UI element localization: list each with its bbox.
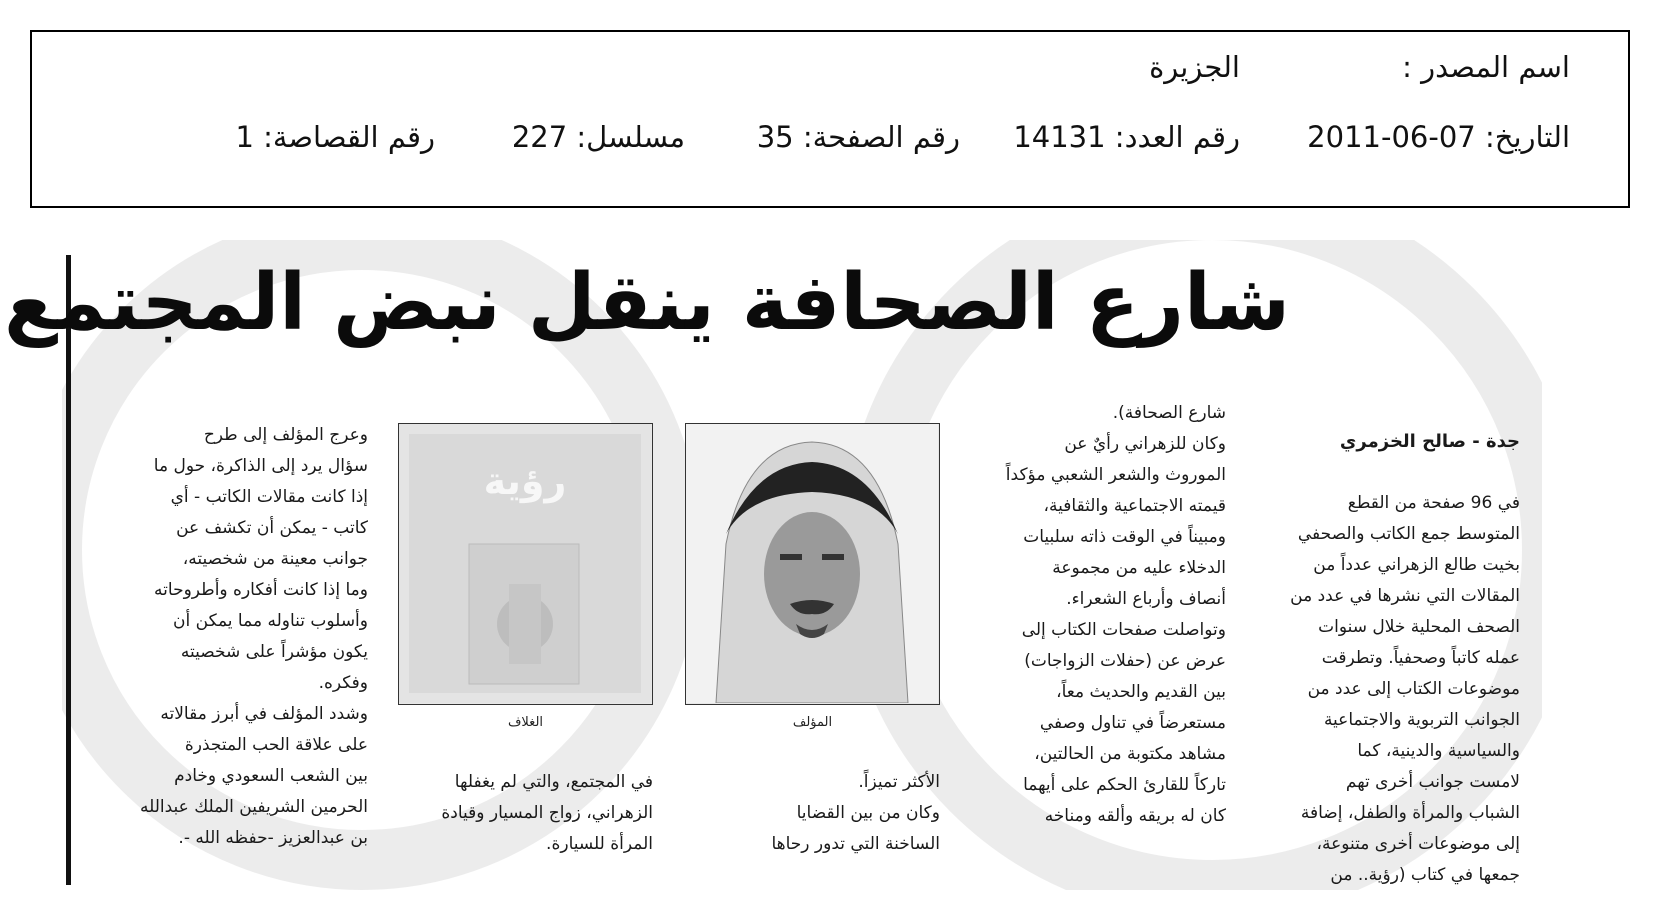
page-field: رقم الصفحة: 35: [756, 120, 960, 154]
author-photo-caption: المؤلف: [792, 715, 833, 730]
article-column-4: في المجتمع، والتي لم يغفلها الزهراني، زواج المسيار وقيادة المرأة للسيارة.: [441, 772, 653, 854]
date-field: التاريخ: 07-06-2011: [1307, 120, 1570, 154]
book-cover-image: [399, 424, 651, 703]
clip-number-field: رقم القصاصة: 1: [235, 120, 435, 154]
article-column-5: وعرج المؤلف إلى طرح سؤال يرد إلى الذاكرة، حول ما إذا كانت مقالات الكاتب - أي كاتب - يمكن أن تكشف عن جوانب معينة من شخصيته، وما إذا كانت أفكاره وأطروحاته وأسلوب تناوله مما يمكن أن يكون مؤشراً على شخصيته وفكره. وشدد المؤلف في أبرز مقالاته على علاقة الحب المتجذرة بين الشعب السعودي وخادم الحرمين الشريفين الملك عبدالله بن عبدالعزيز -حفظه الله -.: [139, 425, 368, 848]
serial-field: مسلسل: 227: [511, 120, 685, 154]
book-cover-caption: الغلاف: [507, 715, 544, 730]
source-value: الجزيرة: [1149, 50, 1240, 84]
source-row: [72, 50, 1570, 100]
author-photo: [685, 423, 940, 705]
svg-text:رؤية: رؤية: [483, 459, 567, 503]
issue-field: رقم العدد: 14131: [1013, 120, 1240, 154]
meta-row: [72, 120, 1570, 170]
column-1-text: في 96 صفحة من القطع المتوسط جمع الكاتب والصحفي بخيت طالع الزهراني عدداً من المقالات التي نشرها في عدد من الصحف المحلية خلال سنوات عمله كاتباً وصحفياً. وتطرقت موضوعات الكتاب إلى عدد من الجوانب التربوية والاجتماعية والسياسية والدينية، كما لامست جوانب أخرى تهم الشباب والمرأة والطفل، إضافة إلى موضوعات أخرى متنوعة، جمعها في كتاب (رؤية.. من: [1290, 493, 1520, 885]
article-headline: شارع الصحافة ينقل نبض المجتمع: [4, 258, 1290, 348]
byline: جدة - صالح الخزمري: [1339, 431, 1520, 452]
source-label: اسم المصدر :: [1402, 50, 1570, 84]
book-cover-photo: [398, 423, 653, 705]
article-column-2: شارع الصحافة). وكان للزهراني رأيٌ عن الموروث والشعر الشعبي مؤكداً قيمته الاجتماعية والثقافية، ومبيناً في الوقت ذاته سلبيات الدخلاء عليه من مجموعة أنصاف وأرباع الشعراء. وتواصلت صفحات الكتاب إلى عرض عن (حفلات الزواجات) بين القديم والحديث معاً، مستعرضاً في تناول وصفي مشاهد مكتوبة من الحالتين، تاركاً للقارئ الحكم على أيهما كان له بريقه وألقه ومناخه: [1005, 403, 1226, 826]
source-info-box: [30, 30, 1630, 208]
column-rule: [66, 255, 71, 885]
article-column-3: الأكثر تميزاً. وكان من بين القضايا الساخنة التي تدور رحاها: [771, 772, 940, 854]
article-column-1: [1248, 395, 1520, 922]
author-photo-image: [686, 424, 938, 703]
